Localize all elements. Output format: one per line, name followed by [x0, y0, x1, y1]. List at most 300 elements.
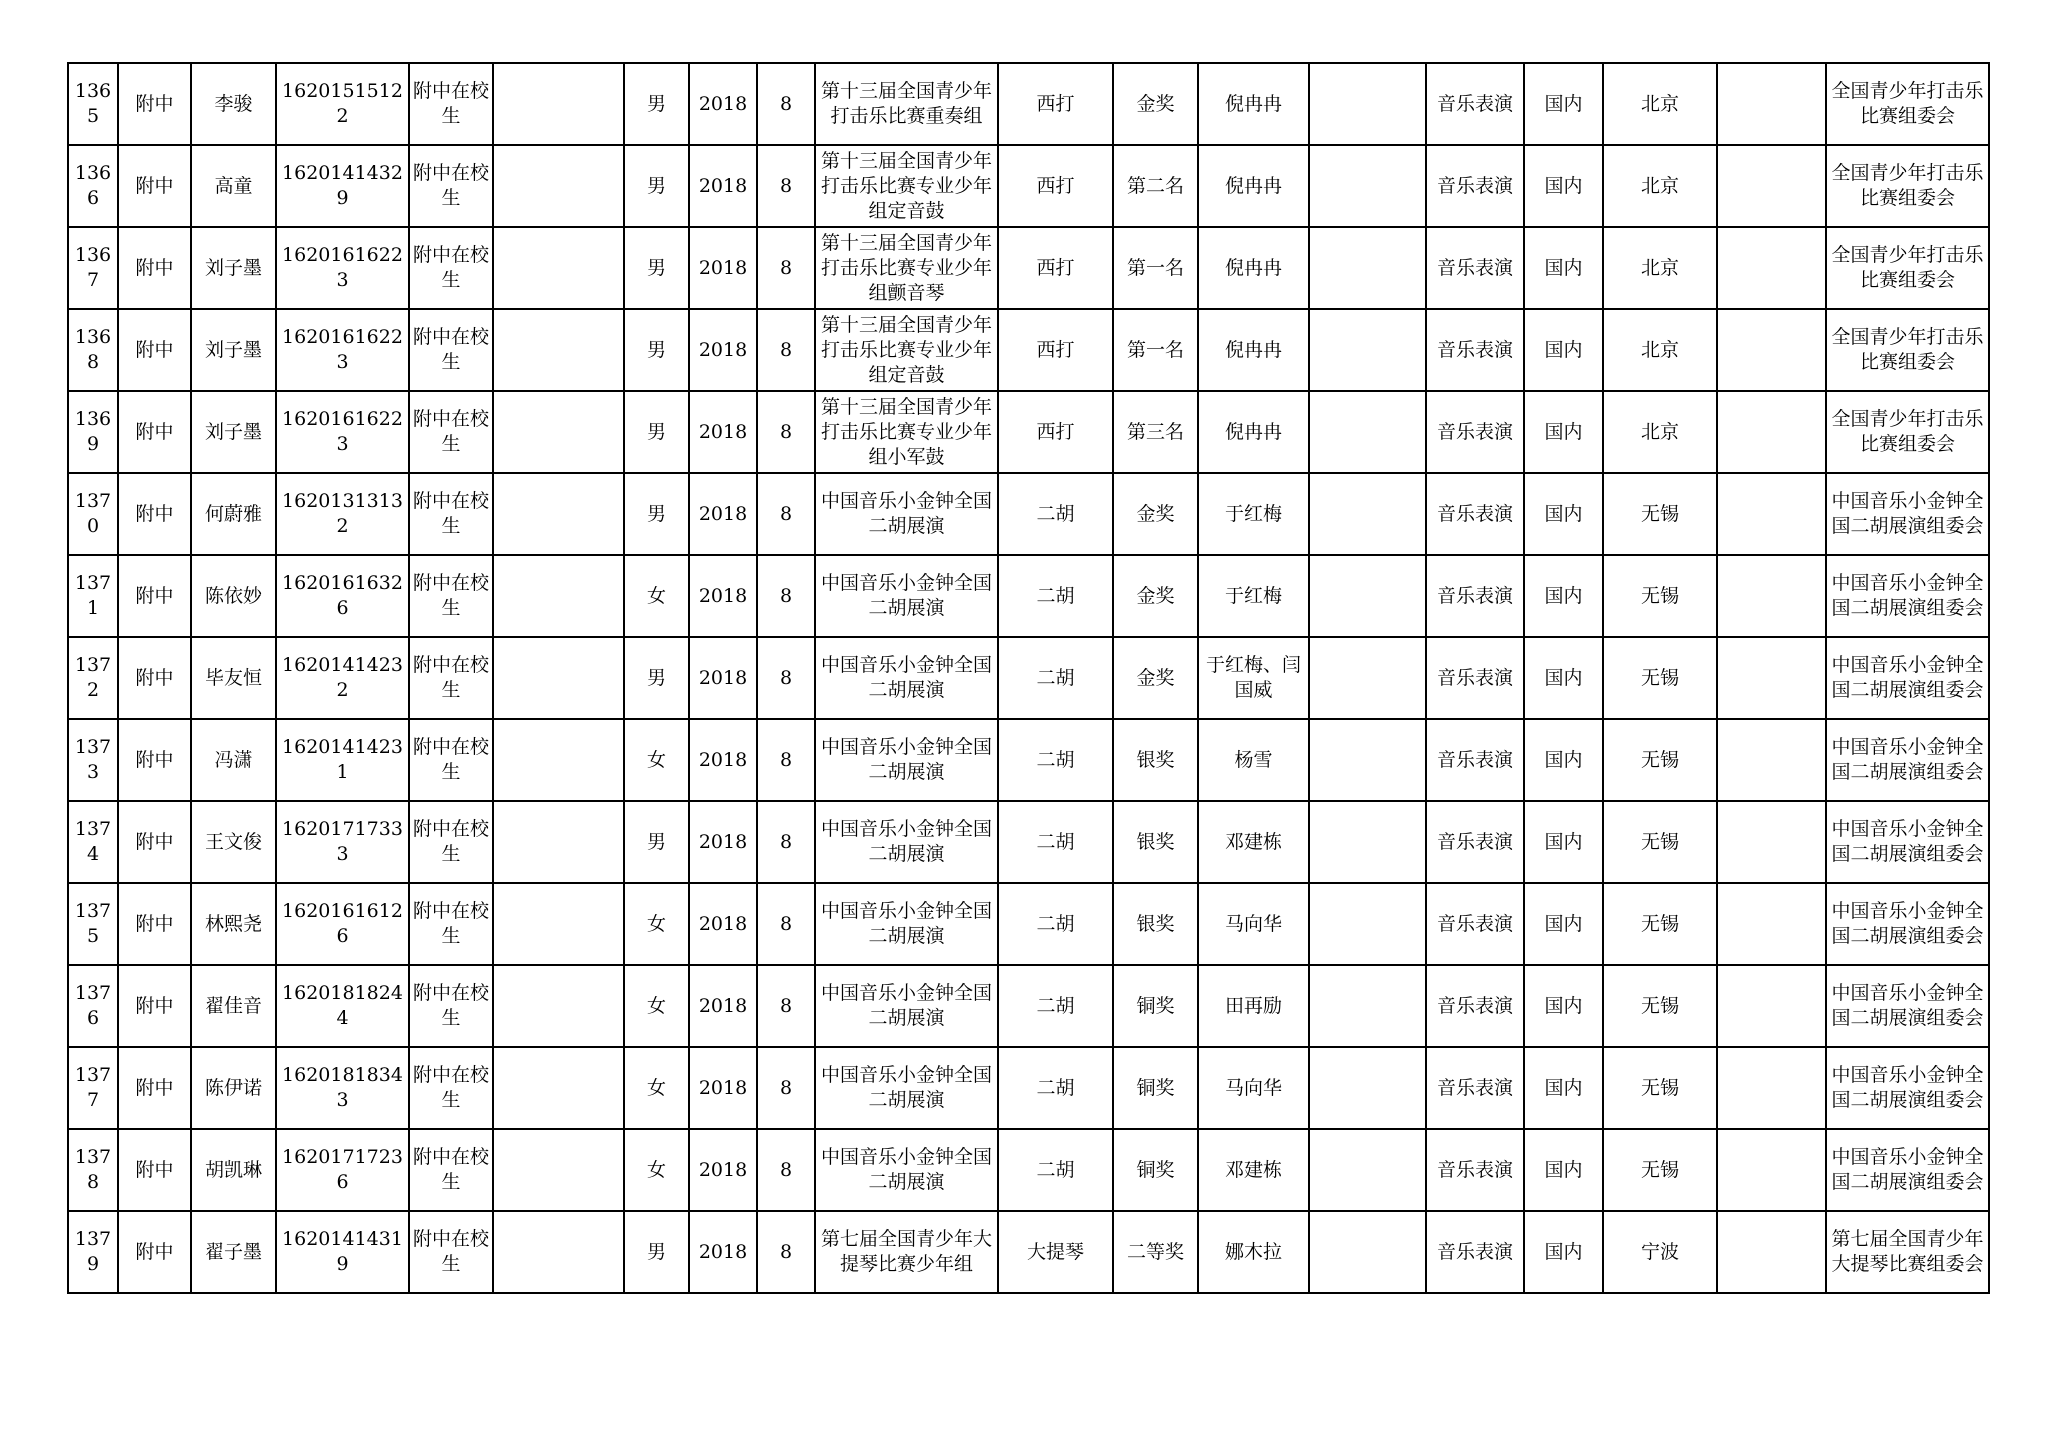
- cell-organizer: 第七届全国青少年大提琴比赛组委会: [1826, 1211, 1989, 1293]
- cell-month: 8: [757, 145, 815, 227]
- cell-year: 2018: [689, 391, 757, 473]
- cell-blank-cell-c: [1717, 883, 1826, 965]
- cell-student-name: 林熙尧: [191, 883, 276, 965]
- cell-city: 无锡: [1603, 1129, 1717, 1211]
- cell-award: 铜奖: [1113, 965, 1198, 1047]
- cell-blank-cell-b: [1309, 883, 1426, 965]
- cell-competition-name: 中国音乐小金钟全国二胡展演: [815, 965, 998, 1047]
- cell-discipline: 音乐表演: [1426, 145, 1524, 227]
- cell-scope: 国内: [1524, 801, 1603, 883]
- cell-discipline: 音乐表演: [1426, 391, 1524, 473]
- cell-year: 2018: [689, 883, 757, 965]
- cell-city: 无锡: [1603, 801, 1717, 883]
- cell-month: 8: [757, 227, 815, 309]
- cell-blank-cell-b: [1309, 473, 1426, 555]
- cell-row-number: 1367: [68, 227, 118, 309]
- cell-competition-name: 中国音乐小金钟全国二胡展演: [815, 719, 998, 801]
- cell-instructor: 于红梅、闫国威: [1198, 637, 1309, 719]
- cell-instrument: 二胡: [998, 965, 1113, 1047]
- cell-city: 北京: [1603, 391, 1717, 473]
- cell-blank-cell-c: [1717, 801, 1826, 883]
- cell-instructor: 倪冉冉: [1198, 63, 1309, 145]
- cell-scope: 国内: [1524, 63, 1603, 145]
- cell-city: 无锡: [1603, 965, 1717, 1047]
- cell-student-id: 16201515122: [276, 63, 409, 145]
- cell-city: 无锡: [1603, 883, 1717, 965]
- cell-competition-name: 第十三届全国青少年打击乐比赛专业少年组小军鼓: [815, 391, 998, 473]
- cell-blank-cell-b: [1309, 1129, 1426, 1211]
- cell-discipline: 音乐表演: [1426, 63, 1524, 145]
- cell-school-unit: 附中: [118, 719, 191, 801]
- cell-instructor: 于红梅: [1198, 555, 1309, 637]
- cell-blank-cell-a: [493, 637, 624, 719]
- cell-scope: 国内: [1524, 965, 1603, 1047]
- cell-award: 银奖: [1113, 801, 1198, 883]
- cell-blank-cell-c: [1717, 637, 1826, 719]
- cell-discipline: 音乐表演: [1426, 1129, 1524, 1211]
- cell-blank-cell-c: [1717, 719, 1826, 801]
- cell-student-status: 附中在校生: [409, 473, 493, 555]
- cell-blank-cell-c: [1717, 391, 1826, 473]
- cell-blank-cell-a: [493, 227, 624, 309]
- cell-month: 8: [757, 965, 815, 1047]
- cell-student-status: 附中在校生: [409, 1047, 493, 1129]
- cell-gender: 女: [624, 1047, 689, 1129]
- cell-student-name: 王文俊: [191, 801, 276, 883]
- cell-row-number: 1370: [68, 473, 118, 555]
- cell-award: 金奖: [1113, 555, 1198, 637]
- cell-school-unit: 附中: [118, 801, 191, 883]
- cell-student-status: 附中在校生: [409, 1129, 493, 1211]
- cell-competition-name: 中国音乐小金钟全国二胡展演: [815, 1129, 998, 1211]
- cell-student-name: 冯潇: [191, 719, 276, 801]
- table-row: [68, 473, 1989, 555]
- cell-award: 铜奖: [1113, 1047, 1198, 1129]
- cell-instructor: 田再励: [1198, 965, 1309, 1047]
- cell-student-id: 16201616223: [276, 391, 409, 473]
- cell-blank-cell-b: [1309, 145, 1426, 227]
- cell-organizer: 中国音乐小金钟全国二胡展演组委会: [1826, 801, 1989, 883]
- cell-scope: 国内: [1524, 719, 1603, 801]
- cell-year: 2018: [689, 801, 757, 883]
- cell-instrument: 大提琴: [998, 1211, 1113, 1293]
- cell-award: 第一名: [1113, 309, 1198, 391]
- cell-year: 2018: [689, 1129, 757, 1211]
- cell-school-unit: 附中: [118, 1129, 191, 1211]
- table-row: [68, 145, 1989, 227]
- cell-row-number: 1368: [68, 309, 118, 391]
- cell-organizer: 中国音乐小金钟全国二胡展演组委会: [1826, 473, 1989, 555]
- cell-competition-name: 中国音乐小金钟全国二胡展演: [815, 637, 998, 719]
- cell-blank-cell-a: [493, 801, 624, 883]
- cell-month: 8: [757, 1211, 815, 1293]
- cell-row-number: 1365: [68, 63, 118, 145]
- cell-competition-name: 中国音乐小金钟全国二胡展演: [815, 801, 998, 883]
- cell-city: 北京: [1603, 227, 1717, 309]
- cell-instrument: 西打: [998, 227, 1113, 309]
- table-row: [68, 719, 1989, 801]
- cell-month: 8: [757, 637, 815, 719]
- cell-instructor: 倪冉冉: [1198, 227, 1309, 309]
- cell-instructor: 马向华: [1198, 883, 1309, 965]
- cell-instrument: 西打: [998, 391, 1113, 473]
- cell-month: 8: [757, 391, 815, 473]
- cell-instrument: 二胡: [998, 473, 1113, 555]
- table-row: [68, 391, 1989, 473]
- table-body: [68, 63, 1989, 1293]
- cell-student-id: 16201313132: [276, 473, 409, 555]
- cell-blank-cell-a: [493, 965, 624, 1047]
- cell-blank-cell-a: [493, 555, 624, 637]
- cell-row-number: 1375: [68, 883, 118, 965]
- cell-student-name: 翟子墨: [191, 1211, 276, 1293]
- cell-blank-cell-b: [1309, 1211, 1426, 1293]
- cell-student-status: 附中在校生: [409, 637, 493, 719]
- cell-instrument: 西打: [998, 63, 1113, 145]
- cell-year: 2018: [689, 719, 757, 801]
- cell-blank-cell-b: [1309, 637, 1426, 719]
- table-row: [68, 227, 1989, 309]
- cell-school-unit: 附中: [118, 227, 191, 309]
- table-row: [68, 883, 1989, 965]
- cell-student-name: 陈依妙: [191, 555, 276, 637]
- cell-discipline: 音乐表演: [1426, 227, 1524, 309]
- cell-competition-name: 第十三届全国青少年打击乐比赛专业少年组颤音琴: [815, 227, 998, 309]
- cell-gender: 男: [624, 227, 689, 309]
- cell-blank-cell-b: [1309, 391, 1426, 473]
- cell-discipline: 音乐表演: [1426, 309, 1524, 391]
- cell-instructor: 于红梅: [1198, 473, 1309, 555]
- cell-student-id: 16201414319: [276, 1211, 409, 1293]
- cell-gender: 男: [624, 63, 689, 145]
- cell-gender: 女: [624, 883, 689, 965]
- cell-row-number: 1376: [68, 965, 118, 1047]
- cell-instrument: 二胡: [998, 1129, 1113, 1211]
- cell-gender: 女: [624, 1129, 689, 1211]
- cell-scope: 国内: [1524, 1211, 1603, 1293]
- cell-student-status: 附中在校生: [409, 391, 493, 473]
- cell-blank-cell-b: [1309, 555, 1426, 637]
- cell-discipline: 音乐表演: [1426, 965, 1524, 1047]
- cell-school-unit: 附中: [118, 883, 191, 965]
- cell-scope: 国内: [1524, 227, 1603, 309]
- cell-blank-cell-a: [493, 1047, 624, 1129]
- cell-city: 无锡: [1603, 555, 1717, 637]
- cell-student-status: 附中在校生: [409, 965, 493, 1047]
- cell-city: 北京: [1603, 309, 1717, 391]
- cell-competition-name: 第十三届全国青少年打击乐比赛重奏组: [815, 63, 998, 145]
- cell-city: 宁波: [1603, 1211, 1717, 1293]
- cell-competition-name: 中国音乐小金钟全国二胡展演: [815, 883, 998, 965]
- cell-discipline: 音乐表演: [1426, 555, 1524, 637]
- cell-student-name: 李骏: [191, 63, 276, 145]
- cell-school-unit: 附中: [118, 391, 191, 473]
- cell-city: 北京: [1603, 145, 1717, 227]
- table-row: [68, 555, 1989, 637]
- cell-city: 无锡: [1603, 637, 1717, 719]
- cell-year: 2018: [689, 145, 757, 227]
- cell-row-number: 1374: [68, 801, 118, 883]
- cell-blank-cell-a: [493, 391, 624, 473]
- cell-student-id: 16201616326: [276, 555, 409, 637]
- cell-organizer: 中国音乐小金钟全国二胡展演组委会: [1826, 1047, 1989, 1129]
- cell-scope: 国内: [1524, 391, 1603, 473]
- cell-school-unit: 附中: [118, 309, 191, 391]
- cell-award: 银奖: [1113, 883, 1198, 965]
- cell-city: 无锡: [1603, 719, 1717, 801]
- cell-blank-cell-a: [493, 145, 624, 227]
- cell-organizer: 全国青少年打击乐比赛组委会: [1826, 227, 1989, 309]
- cell-student-id: 16201414232: [276, 637, 409, 719]
- cell-student-status: 附中在校生: [409, 719, 493, 801]
- cell-instructor: 马向华: [1198, 1047, 1309, 1129]
- cell-instrument: 二胡: [998, 555, 1113, 637]
- cell-discipline: 音乐表演: [1426, 473, 1524, 555]
- cell-student-name: 高童: [191, 145, 276, 227]
- cell-award: 二等奖: [1113, 1211, 1198, 1293]
- cell-student-status: 附中在校生: [409, 1211, 493, 1293]
- cell-blank-cell-b: [1309, 1047, 1426, 1129]
- cell-year: 2018: [689, 1211, 757, 1293]
- cell-blank-cell-a: [493, 883, 624, 965]
- cell-discipline: 音乐表演: [1426, 719, 1524, 801]
- cell-gender: 男: [624, 637, 689, 719]
- table-row: [68, 63, 1989, 145]
- cell-competition-name: 第十三届全国青少年打击乐比赛专业少年组定音鼓: [815, 145, 998, 227]
- cell-instrument: 西打: [998, 309, 1113, 391]
- cell-award: 金奖: [1113, 473, 1198, 555]
- cell-gender: 女: [624, 719, 689, 801]
- cell-blank-cell-b: [1309, 965, 1426, 1047]
- cell-month: 8: [757, 63, 815, 145]
- cell-competition-name: 中国音乐小金钟全国二胡展演: [815, 473, 998, 555]
- cell-year: 2018: [689, 473, 757, 555]
- cell-gender: 男: [624, 145, 689, 227]
- cell-blank-cell-c: [1717, 145, 1826, 227]
- cell-school-unit: 附中: [118, 1047, 191, 1129]
- cell-student-name: 陈伊诺: [191, 1047, 276, 1129]
- cell-student-name: 翟佳音: [191, 965, 276, 1047]
- cell-blank-cell-c: [1717, 1211, 1826, 1293]
- cell-instrument: 二胡: [998, 719, 1113, 801]
- table-row: [68, 1211, 1989, 1293]
- cell-award: 银奖: [1113, 719, 1198, 801]
- cell-school-unit: 附中: [118, 1211, 191, 1293]
- cell-school-unit: 附中: [118, 63, 191, 145]
- cell-instructor: 倪冉冉: [1198, 309, 1309, 391]
- cell-organizer: 中国音乐小金钟全国二胡展演组委会: [1826, 637, 1989, 719]
- table-row: [68, 801, 1989, 883]
- table-row: [68, 1047, 1989, 1129]
- table-row: [68, 309, 1989, 391]
- cell-school-unit: 附中: [118, 965, 191, 1047]
- cell-organizer: 全国青少年打击乐比赛组委会: [1826, 391, 1989, 473]
- cell-discipline: 音乐表演: [1426, 1211, 1524, 1293]
- cell-discipline: 音乐表演: [1426, 637, 1524, 719]
- cell-blank-cell-c: [1717, 63, 1826, 145]
- cell-blank-cell-b: [1309, 309, 1426, 391]
- cell-blank-cell-b: [1309, 63, 1426, 145]
- cell-student-name: 刘子墨: [191, 227, 276, 309]
- cell-instructor: 杨雪: [1198, 719, 1309, 801]
- cell-month: 8: [757, 309, 815, 391]
- cell-blank-cell-a: [493, 1211, 624, 1293]
- cell-student-status: 附中在校生: [409, 883, 493, 965]
- cell-city: 无锡: [1603, 1047, 1717, 1129]
- cell-blank-cell-c: [1717, 227, 1826, 309]
- cell-row-number: 1373: [68, 719, 118, 801]
- cell-student-id: 16201616223: [276, 227, 409, 309]
- cell-award: 金奖: [1113, 637, 1198, 719]
- cell-scope: 国内: [1524, 309, 1603, 391]
- cell-blank-cell-c: [1717, 1129, 1826, 1211]
- table-row: [68, 965, 1989, 1047]
- cell-city: 北京: [1603, 63, 1717, 145]
- cell-scope: 国内: [1524, 145, 1603, 227]
- awards-table: [67, 62, 1990, 1294]
- cell-blank-cell-b: [1309, 227, 1426, 309]
- cell-instrument: 西打: [998, 145, 1113, 227]
- cell-organizer: 中国音乐小金钟全国二胡展演组委会: [1826, 719, 1989, 801]
- cell-student-name: 毕友恒: [191, 637, 276, 719]
- cell-student-status: 附中在校生: [409, 555, 493, 637]
- cell-instructor: 倪冉冉: [1198, 391, 1309, 473]
- cell-scope: 国内: [1524, 473, 1603, 555]
- cell-instrument: 二胡: [998, 801, 1113, 883]
- cell-discipline: 音乐表演: [1426, 1047, 1524, 1129]
- cell-year: 2018: [689, 637, 757, 719]
- cell-month: 8: [757, 719, 815, 801]
- cell-year: 2018: [689, 555, 757, 637]
- cell-student-name: 刘子墨: [191, 309, 276, 391]
- cell-organizer: 全国青少年打击乐比赛组委会: [1826, 63, 1989, 145]
- cell-blank-cell-c: [1717, 965, 1826, 1047]
- cell-student-status: 附中在校生: [409, 801, 493, 883]
- cell-student-id: 16201616223: [276, 309, 409, 391]
- cell-instructor: 邓建栋: [1198, 801, 1309, 883]
- cell-month: 8: [757, 555, 815, 637]
- cell-blank-cell-c: [1717, 473, 1826, 555]
- cell-student-name: 何蔚雅: [191, 473, 276, 555]
- cell-competition-name: 中国音乐小金钟全国二胡展演: [815, 555, 998, 637]
- cell-school-unit: 附中: [118, 555, 191, 637]
- cell-year: 2018: [689, 965, 757, 1047]
- cell-gender: 男: [624, 1211, 689, 1293]
- cell-organizer: 中国音乐小金钟全国二胡展演组委会: [1826, 965, 1989, 1047]
- cell-competition-name: 第十三届全国青少年打击乐比赛专业少年组定音鼓: [815, 309, 998, 391]
- cell-instructor: 倪冉冉: [1198, 145, 1309, 227]
- cell-scope: 国内: [1524, 1047, 1603, 1129]
- cell-row-number: 1377: [68, 1047, 118, 1129]
- cell-year: 2018: [689, 1047, 757, 1129]
- cell-award: 第三名: [1113, 391, 1198, 473]
- cell-month: 8: [757, 883, 815, 965]
- cell-year: 2018: [689, 63, 757, 145]
- cell-school-unit: 附中: [118, 637, 191, 719]
- cell-instrument: 二胡: [998, 1047, 1113, 1129]
- cell-instrument: 二胡: [998, 883, 1113, 965]
- cell-student-id: 16201717236: [276, 1129, 409, 1211]
- cell-year: 2018: [689, 227, 757, 309]
- cell-student-id: 16201818343: [276, 1047, 409, 1129]
- cell-organizer: 全国青少年打击乐比赛组委会: [1826, 145, 1989, 227]
- cell-blank-cell-c: [1717, 309, 1826, 391]
- cell-blank-cell-c: [1717, 555, 1826, 637]
- cell-gender: 女: [624, 965, 689, 1047]
- cell-organizer: 中国音乐小金钟全国二胡展演组委会: [1826, 555, 1989, 637]
- cell-instructor: 娜木拉: [1198, 1211, 1309, 1293]
- cell-award: 铜奖: [1113, 1129, 1198, 1211]
- cell-scope: 国内: [1524, 883, 1603, 965]
- cell-year: 2018: [689, 309, 757, 391]
- table-row: [68, 637, 1989, 719]
- cell-blank-cell-a: [493, 309, 624, 391]
- cell-school-unit: 附中: [118, 145, 191, 227]
- cell-discipline: 音乐表演: [1426, 883, 1524, 965]
- cell-student-id: 16201414329: [276, 145, 409, 227]
- cell-month: 8: [757, 473, 815, 555]
- cell-student-id: 16201616126: [276, 883, 409, 965]
- cell-student-status: 附中在校生: [409, 145, 493, 227]
- cell-blank-cell-a: [493, 1129, 624, 1211]
- table-row: [68, 1129, 1989, 1211]
- cell-student-name: 刘子墨: [191, 391, 276, 473]
- cell-blank-cell-a: [493, 719, 624, 801]
- cell-city: 无锡: [1603, 473, 1717, 555]
- cell-organizer: 全国青少年打击乐比赛组委会: [1826, 309, 1989, 391]
- cell-blank-cell-a: [493, 63, 624, 145]
- cell-student-id: 16201818244: [276, 965, 409, 1047]
- cell-blank-cell-c: [1717, 1047, 1826, 1129]
- cell-award: 金奖: [1113, 63, 1198, 145]
- cell-row-number: 1378: [68, 1129, 118, 1211]
- cell-school-unit: 附中: [118, 473, 191, 555]
- cell-organizer: 中国音乐小金钟全国二胡展演组委会: [1826, 1129, 1989, 1211]
- cell-student-status: 附中在校生: [409, 63, 493, 145]
- cell-blank-cell-a: [493, 473, 624, 555]
- cell-gender: 女: [624, 555, 689, 637]
- cell-month: 8: [757, 1047, 815, 1129]
- cell-organizer: 中国音乐小金钟全国二胡展演组委会: [1826, 883, 1989, 965]
- cell-row-number: 1366: [68, 145, 118, 227]
- cell-row-number: 1369: [68, 391, 118, 473]
- cell-row-number: 1372: [68, 637, 118, 719]
- cell-row-number: 1371: [68, 555, 118, 637]
- cell-gender: 男: [624, 801, 689, 883]
- cell-discipline: 音乐表演: [1426, 801, 1524, 883]
- cell-award: 第二名: [1113, 145, 1198, 227]
- cell-blank-cell-b: [1309, 801, 1426, 883]
- cell-instructor: 邓建栋: [1198, 1129, 1309, 1211]
- cell-student-status: 附中在校生: [409, 309, 493, 391]
- cell-gender: 男: [624, 473, 689, 555]
- cell-award: 第一名: [1113, 227, 1198, 309]
- cell-month: 8: [757, 801, 815, 883]
- cell-scope: 国内: [1524, 555, 1603, 637]
- cell-row-number: 1379: [68, 1211, 118, 1293]
- cell-blank-cell-b: [1309, 719, 1426, 801]
- cell-month: 8: [757, 1129, 815, 1211]
- cell-competition-name: 中国音乐小金钟全国二胡展演: [815, 1047, 998, 1129]
- cell-student-id: 16201414231: [276, 719, 409, 801]
- cell-gender: 男: [624, 309, 689, 391]
- cell-gender: 男: [624, 391, 689, 473]
- cell-student-status: 附中在校生: [409, 227, 493, 309]
- cell-student-id: 16201717333: [276, 801, 409, 883]
- cell-scope: 国内: [1524, 637, 1603, 719]
- cell-competition-name: 第七届全国青少年大提琴比赛少年组: [815, 1211, 998, 1293]
- cell-student-name: 胡凯琳: [191, 1129, 276, 1211]
